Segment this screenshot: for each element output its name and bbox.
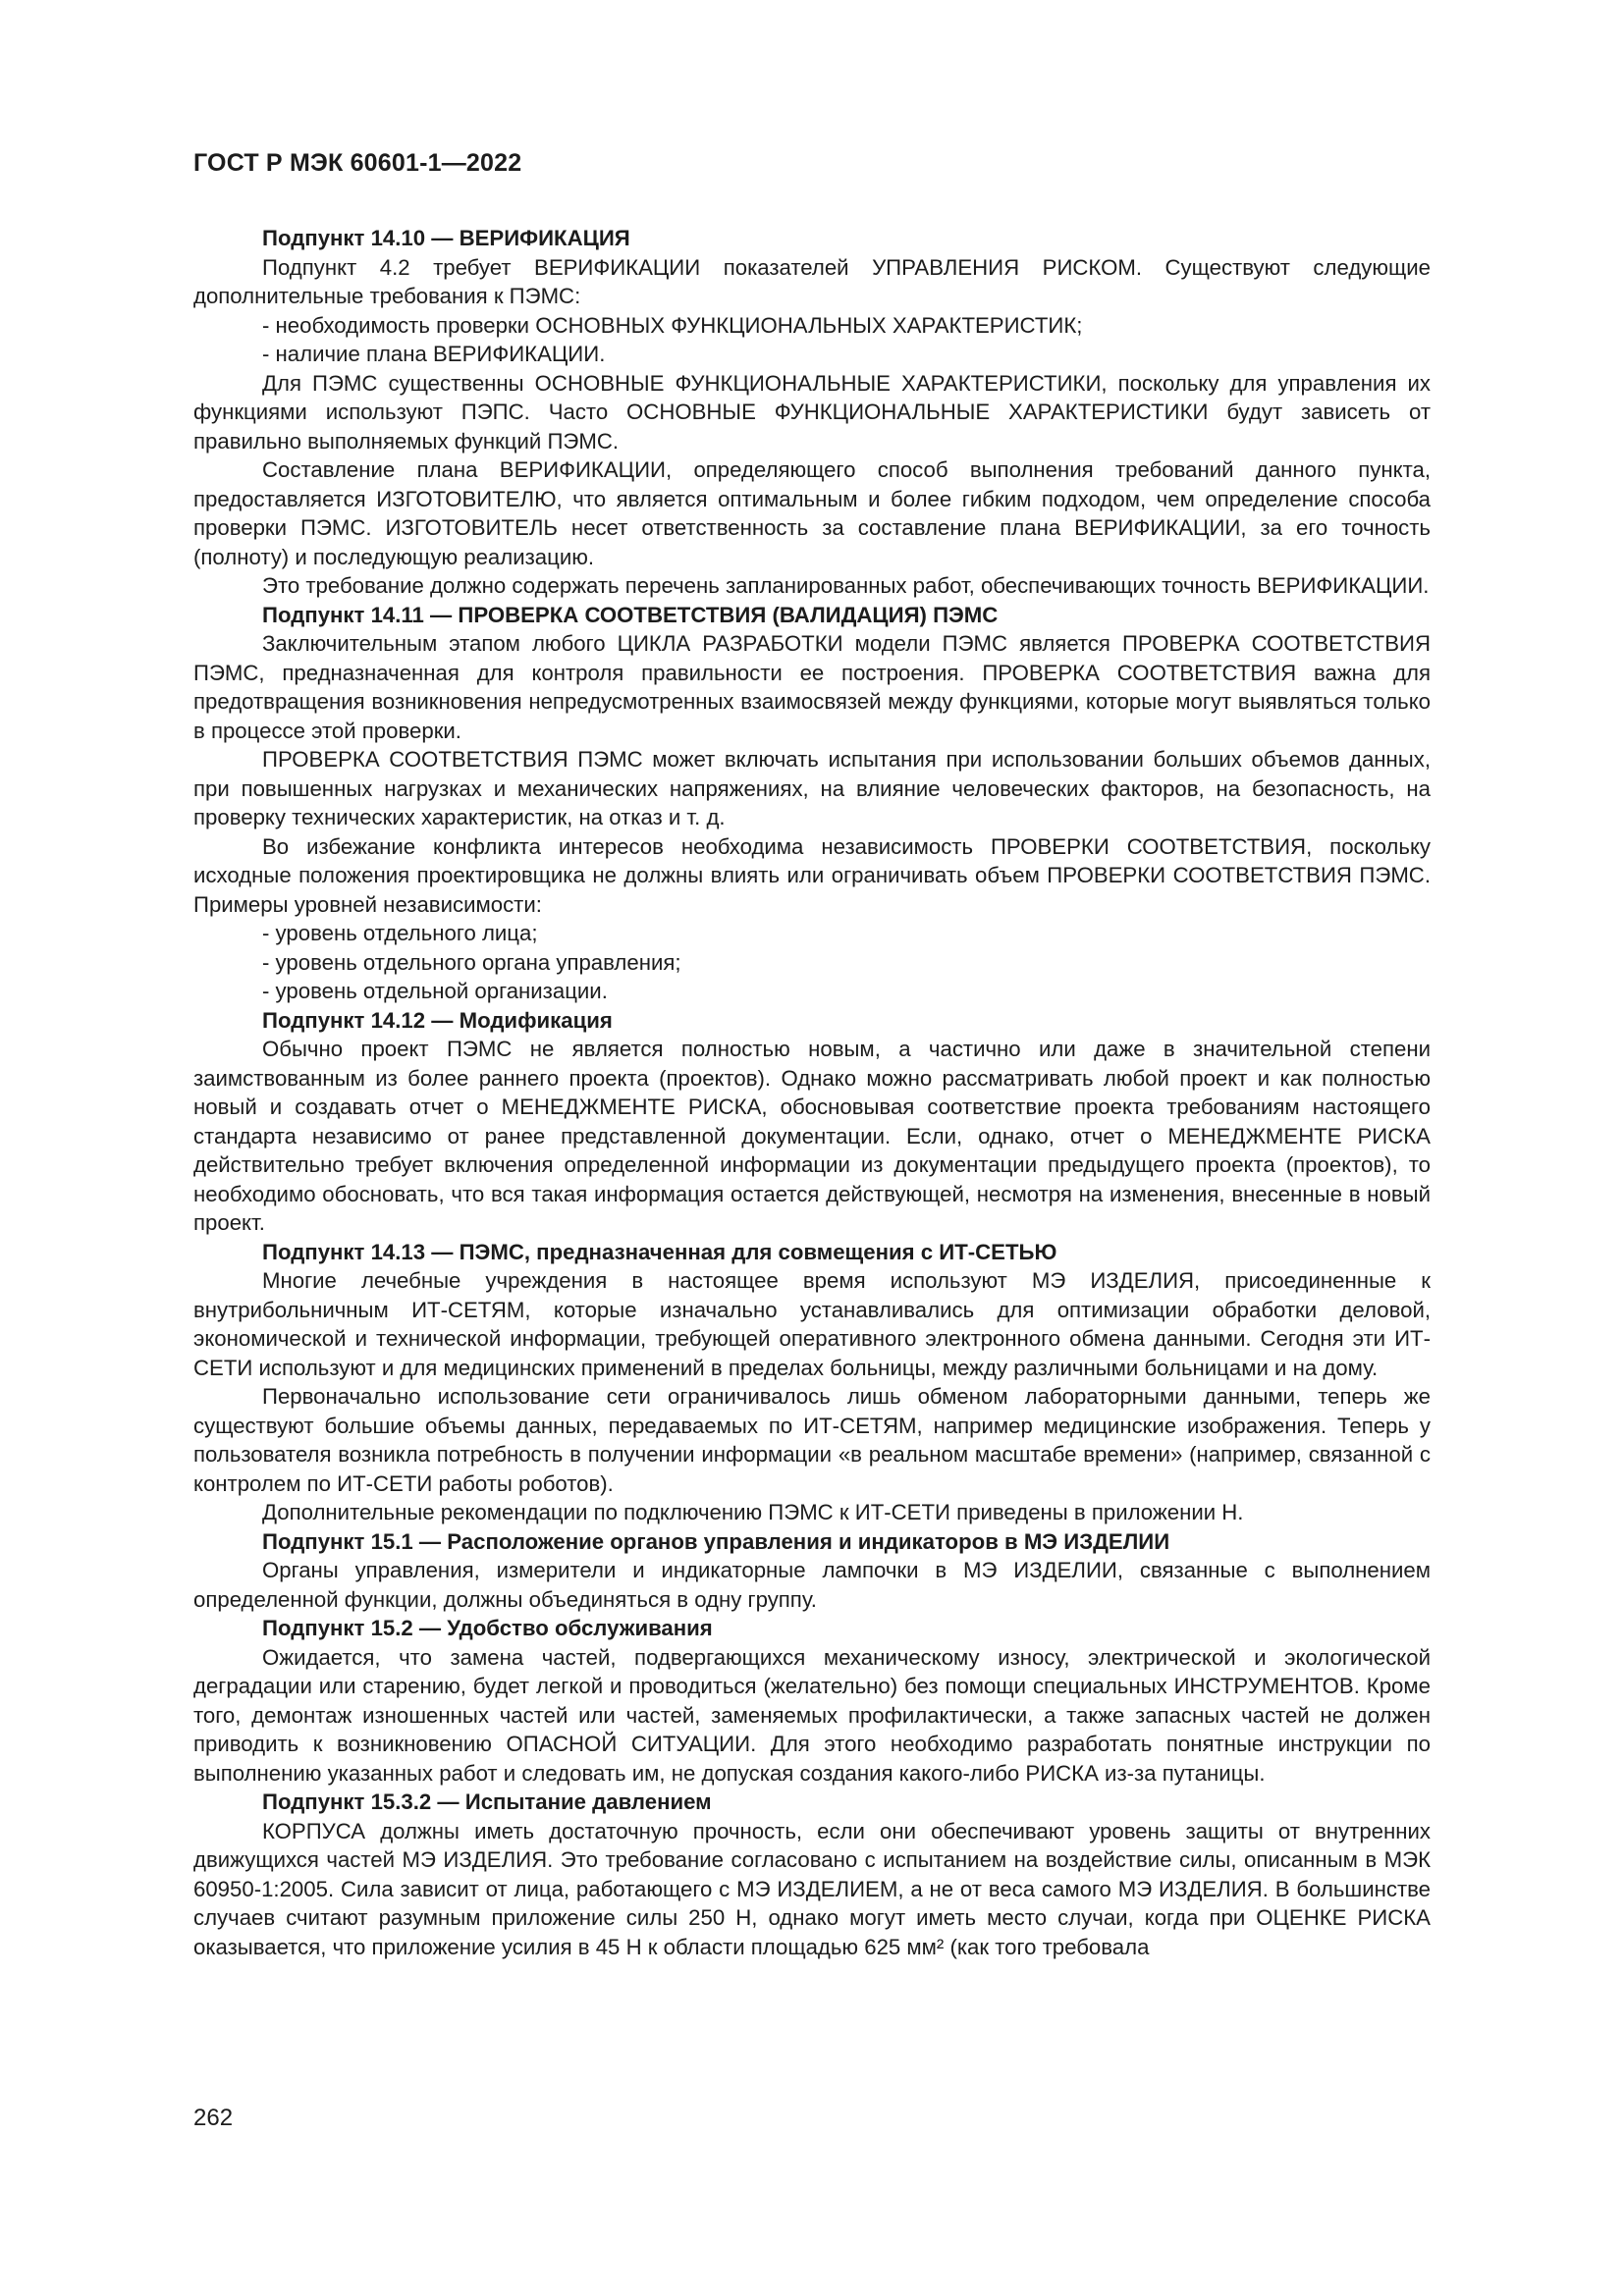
paragraph: Ожидается, что замена частей, подвергающихся механическому износу, электрической и экологической деградации или старению, будет легкой и проводиться (желательно) без помощи специальных ИНСТРУМЕНТОВ. Кроме того, демонтаж изношенных частей или частей, заменяемых профилактически, а также запасных частей не должен приводить к возникновению ОПАСНОЙ СИТУАЦИИ. Для этого необходимо разработать понятные инструкции по выполнению указанных работ и следовать им, не допуская создания какого-либо РИСКА из-за путаницы. (193, 1644, 1431, 1786)
document-body (193, 224, 1431, 1961)
paragraph: Подпункт 4.2 требует ВЕРИФИКАЦИИ показателей УПРАВЛЕНИЯ РИСКОМ. Существуют следующие дополнительные требования к ПЭМС: (193, 254, 1431, 308)
paragraph: Во избежание конфликта интересов необходима независимость ПРОВЕРКИ СООТВЕТСТВИЯ, поскольку исходные положения проектировщика не должны влиять или ограничивать объем ПРОВЕРКИ СООТВЕТСТВИЯ ПЭМС. Примеры уровней независимости: (193, 833, 1431, 917)
list-item: - уровень отдельного органа управления; (262, 949, 681, 975)
section-heading: Подпункт 15.2 — Удобство обслуживания (262, 1616, 713, 1640)
paragraph: Дополнительные рекомендации по подключению ПЭМС к ИТ-СЕТИ приведены в приложении Н. (262, 1500, 1244, 1524)
section-heading: Подпункт 14.10 — ВЕРИФИКАЦИЯ (262, 226, 630, 250)
paragraph: Заключительным этапом любого ЦИКЛА РАЗРАБОТКИ модели ПЭМС является ПРОВЕРКА СООТВЕТСТВИЯ ПЭМС, предназначенная для контроля правильности ее построения. ПРОВЕРКА СООТВЕТСТВИЯ важна для предотвращения возникновения непредусмотренных взаимосвязей между функциями, которые могут выявляться только в процессе этой проверки. (193, 631, 1431, 743)
list-item: - уровень отдельной организации. (262, 979, 608, 1003)
section-heading: Подпункт 15.1 — Расположение органов управления и индикаторов в МЭ ИЗДЕЛИИ (262, 1528, 1170, 1554)
paragraph: Первоначально использование сети ограничивалось лишь обменом лабораторными данными, теперь же существуют большие объемы данных, передаваемых по ИТ-СЕТЯМ, например медицинские изображения. Теперь у пользователя возникла потребность в получении информации «в реальном масштабе времени» (например, связанной с контролем по ИТ-СЕТИ работы роботов). (193, 1384, 1431, 1496)
paragraph: ПРОВЕРКА СООТВЕТСТВИЯ ПЭМС может включать испытания при использовании больших объемов данных, при повышенных нагрузках и механических напряжениях, на влияние человеческих факторов, на безопасность, на проверку технических характеристик, на отказ и т. д. (193, 747, 1431, 829)
paragraph: Это требование должно содержать перечень запланированных работ, обеспечивающих точность ВЕРИФИКАЦИИ. (262, 573, 1430, 598)
list-item: - уровень отдельного лица; (262, 921, 538, 945)
paragraph: КОРПУСА должны иметь достаточную прочность, если они обеспечивают уровень защиты от внутренних движущихся частей МЭ ИЗДЕЛИЯ. Это требование согласовано с испытанием на воздействие силы, описанным в МЭК 60950-1:2005. Сила зависит от лица, работающего с МЭ ИЗДЕЛИЕМ, а не от веса самого МЭ ИЗДЕЛИЯ. В большинстве случаев считают разумным приложение силы 250 Н, однако могут иметь место случаи, когда при ОЦЕНКЕ РИСКА оказывается, что приложение усилия в 45 Н к области площадью 625 мм² (как того требовала (193, 1818, 1431, 1959)
paragraph: Многие лечебные учреждения в настоящее время используют МЭ ИЗДЕЛИЯ, присоединенные к внутрибольничным ИТ-СЕТЯМ, которые изначально устанавливались для оптимизации обработки деловой, экономической и технической информации, требующей оперативного электронного обмена данными. Сегодня эти ИТ-СЕТИ используют и для медицинских применений в пределах больницы, между различными больницами и на дому. (193, 1268, 1431, 1380)
section-heading: Подпункт 14.12 — Модификация (262, 1007, 613, 1033)
section-heading: Подпункт 15.3.2 — Испытание давлением (262, 1789, 712, 1814)
section-heading: Подпункт 14.13 — ПЭМС, предназначенная для совмещения с ИТ-СЕТЬЮ (262, 1239, 1057, 1264)
paragraph: Органы управления, измерители и индикаторные лампочки в МЭ ИЗДЕЛИИ, связанные с выполнением определенной функции, должны объединяться в одну группу. (193, 1558, 1431, 1612)
list-item: - наличие плана ВЕРИФИКАЦИИ. (262, 342, 606, 366)
paragraph: Составление плана ВЕРИФИКАЦИИ, определяющего способ выполнения требований данного пункта, предоставляется ИЗГОТОВИТЕЛЮ, что является оптимальным и более гибким подходом, чем определение способа проверки ПЭМС. ИЗГОТОВИТЕЛЬ несет ответственность за составление плана ВЕРИФИКАЦИИ, за его точность (полноту) и последующую реализацию. (193, 457, 1431, 569)
list-item: - необходимость проверки ОСНОВНЫХ ФУНКЦИОНАЛЬНЫХ ХАРАКТЕРИСТИК; (262, 312, 1083, 338)
document-header: ГОСТ Р МЭК 60601-1—2022 (193, 149, 522, 177)
page-number: 262 (193, 2105, 234, 2131)
paragraph: Для ПЭМС существенны ОСНОВНЫЕ ФУНКЦИОНАЛЬНЫЕ ХАРАКТЕРИСТИКИ, поскольку для управления их функциями используют ПЭПС. Часто ОСНОВНЫЕ ФУНКЦИОНАЛЬНЫЕ ХАРАКТЕРИСТИКИ будут зависеть от правильно выполняемых функций ПЭМС. (193, 370, 1431, 454)
section-heading: Подпункт 14.11 — ПРОВЕРКА СООТВЕТСТВИЯ (ВАЛИДАЦИЯ) ПЭМС (262, 602, 999, 627)
paragraph: Обычно проект ПЭМС не является полностью новым, а частично или даже в значительной степени заимствованным из более раннего проекта (проектов). Однако можно рассматривать любой проект и как полностью новый и создавать отчет о МЕНЕДЖМЕНТЕ РИСКА, обосновывая соответствие проекта требованиям настоящего стандарта независимо от ранее представленной документации. Если, однако, отчет о МЕНЕДЖМЕНТЕ РИСКА действительно требует включения определенной информации из документации предыдущего проекта (проектов), то необходимо обосновать, что вся такая информация остается действующей, несмотря на изменения, внесенные в новый проект. (193, 1037, 1431, 1235)
